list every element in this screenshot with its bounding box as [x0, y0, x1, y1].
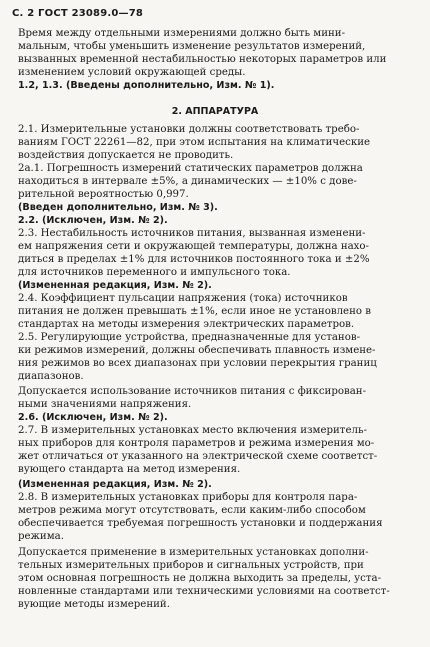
- text-line: для источников переменного и импульсного тока.: [18, 267, 291, 278]
- page-header: С. 2 ГОСТ 23089.0—78: [12, 8, 144, 19]
- text-line: этом основная погрешность не должна выходить за пределы, уста-: [18, 573, 382, 584]
- text-line: ваниям ГОСТ 22261—82, при этом испытания на климатические: [18, 137, 371, 148]
- text-line: питания не должен превышать ±1%, если иное не установлено в: [18, 306, 371, 317]
- text-line: 2.4. Коэффициент пульсации напряжения (тока) источников: [18, 293, 348, 304]
- text-line: вующие методы измерений.: [18, 599, 170, 610]
- text-line: мальным, чтобы уменьшить изменение результатов измерений,: [18, 41, 366, 52]
- text-line: Время между отдельными измерениями должно быть мини-: [18, 28, 346, 39]
- text-line: рительной вероятностью 0,997.: [18, 189, 189, 200]
- text-line: вующего стандарта на метод измерения.: [18, 464, 241, 475]
- text-line: 2.7. В измерительных установках место включения измеритель-: [18, 425, 367, 436]
- text-line: диапазонов.: [18, 371, 84, 382]
- text-line: ем напряжения сети и окружающей температуры, должна нахо-: [18, 241, 370, 252]
- text-line: изменением условий окружающей среды.: [18, 67, 246, 78]
- text-line: 2.1. Измерительные установки должны соответствовать требо-: [18, 124, 360, 135]
- text-line: ния режимов во всех диапазонах при условии перекрытия границ: [18, 358, 377, 369]
- text-line: диться в пределах ±1% для источников постоянного тока и ±2%: [18, 254, 370, 265]
- text-line: метров режима могут отсутствовать, если каким-либо способом: [18, 505, 366, 516]
- text-line: вызванных временной нестабильностью некоторых параметров или: [18, 54, 387, 65]
- text-line: ки режимов измерений, должны обеспечивать плавность измене-: [18, 345, 376, 356]
- text-line: 2а.1. Погрешность измерений статических параметров должна: [18, 163, 363, 174]
- text-line: режима.: [18, 531, 64, 542]
- text-line: стандартах на методы измерения электрических параметров.: [18, 319, 355, 330]
- text-line: тельных измерительных приборов и сигнальных устройств, при: [18, 560, 364, 571]
- text-line: обеспечивается требуемая погрешность установки и поддержания: [18, 518, 383, 529]
- text-line: 2.5. Регулирующие устройства, предназначенные для установ-: [18, 332, 361, 343]
- section-title: 2. АППАРАТУРА: [171, 106, 259, 117]
- text-line: 1.2, 1.3. (Введены дополнительно, Изм. № 1).: [18, 80, 275, 91]
- text-line: ных приборов для контроля параметров и режима измерения мо-: [18, 438, 375, 449]
- text-line: жет отличаться от указанного на электрической схеме соответст-: [18, 451, 378, 462]
- text-line: 2.2. (Исключен, Изм. № 2).: [18, 215, 168, 226]
- text-line: 2.8. В измерительных установках приборы для контроля пара-: [18, 492, 358, 503]
- text-line: воздействия допускается не проводить.: [18, 150, 234, 161]
- text-line: (Измененная редакция, Изм. № 2).: [18, 280, 212, 291]
- text-line: (Введен дополнительно, Изм. № 3).: [18, 202, 218, 213]
- text-line: Допускается применение в измерительных установках дополни-: [18, 547, 369, 558]
- text-line: Допускается использование источников питания с фиксирован-: [18, 386, 367, 397]
- text-line: ными значениями напряжения.: [18, 399, 192, 410]
- text-line: новленные стандартами или техническими условиями на соответст-: [18, 586, 390, 597]
- text-line: (Измененная редакция, Изм. № 2).: [18, 479, 212, 490]
- text-line: 2.3. Нестабильность источников питания, вызванная изменени-: [18, 228, 366, 239]
- text-line: 2.6. (Исключен, Изм. № 2).: [18, 412, 168, 423]
- text-line: находиться в интервале ±5%, а динамических — ±10% с дове-: [18, 176, 357, 187]
